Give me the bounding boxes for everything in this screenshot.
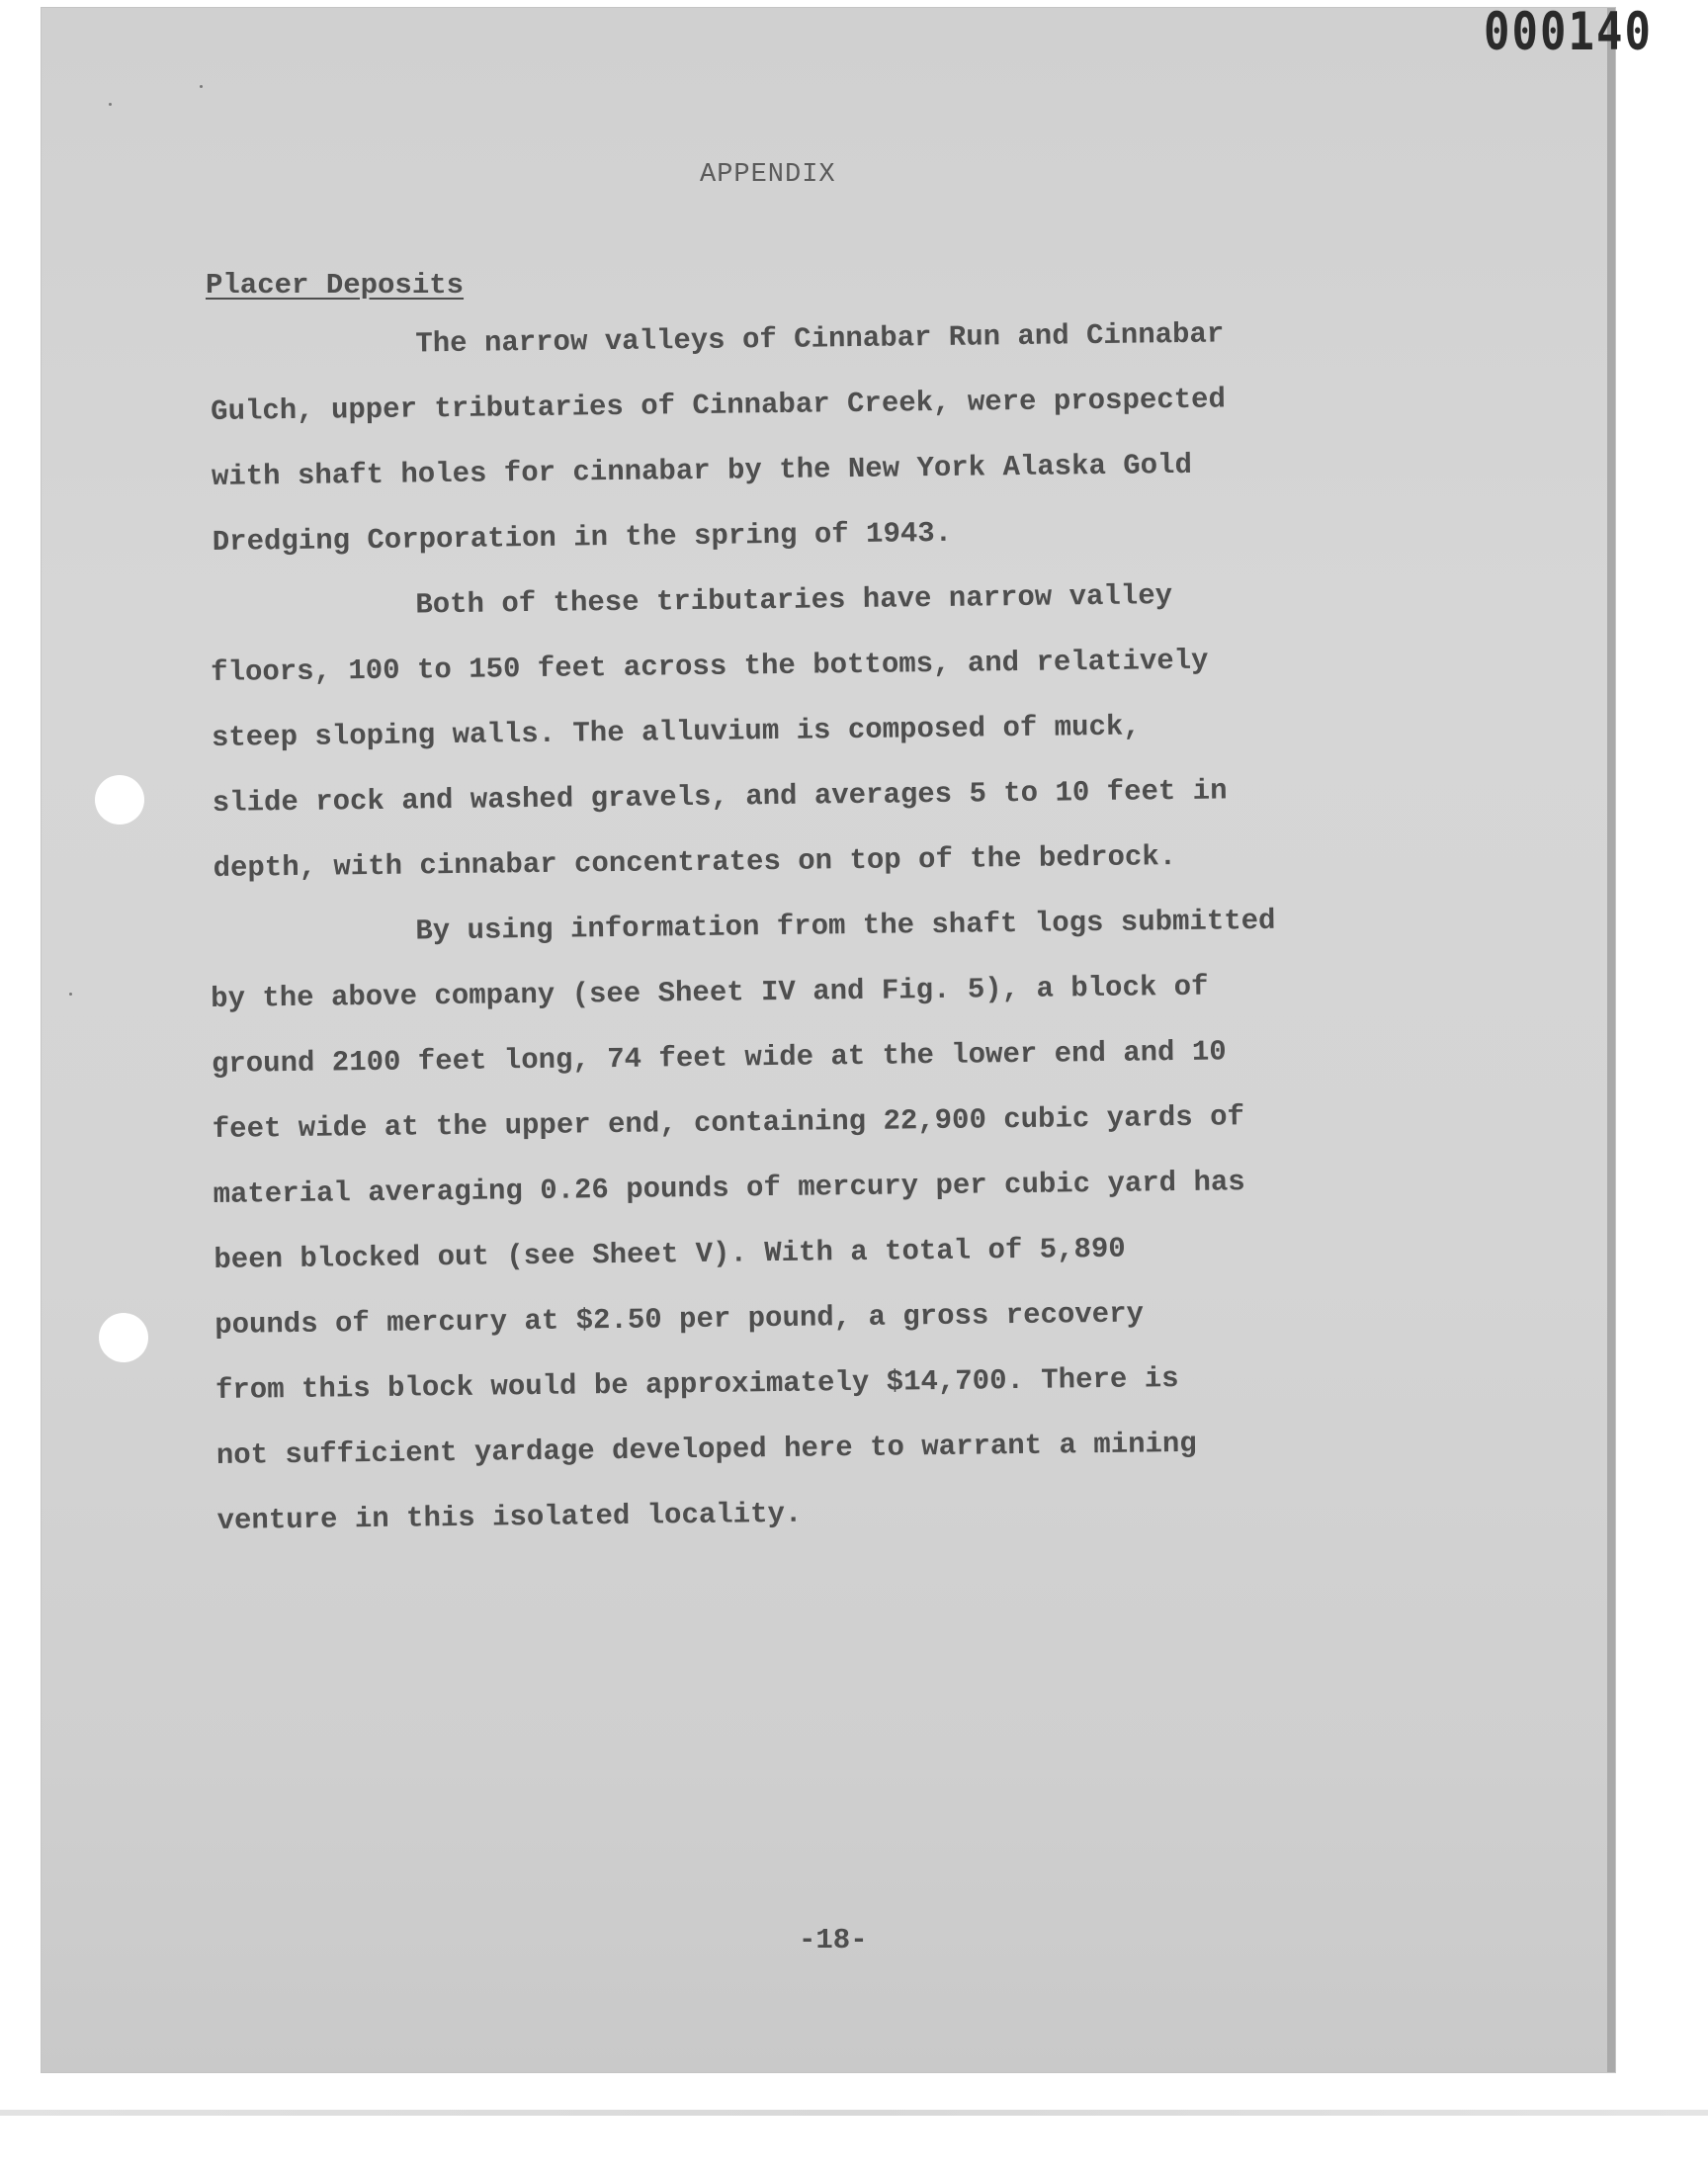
text-line: The narrow valleys of Cinnabar Run and Cinnabar <box>415 317 1225 361</box>
body-text <box>210 314 1494 1554</box>
text-line: with shaft holes for cinnabar by the New York Alaska Gold <box>211 448 1193 493</box>
section-heading: Placer Deposits <box>206 269 465 302</box>
document-stamp-number: 000140 <box>1484 2 1653 63</box>
text-line: from this block would be approximately $14,700. There is <box>214 1362 1179 1407</box>
paragraph <box>210 560 1498 902</box>
text-line: been blocked out (see Sheet V). With a total of 5,890 <box>214 1232 1126 1276</box>
text-line: Gulch, upper tributaries of Cinnabar Creek, were prospected <box>211 383 1227 428</box>
text-line: material averaging 0.26 pounds of mercury per cubic yard has <box>213 1166 1245 1211</box>
text-line: Dredging Corporation in the spring of 1943. <box>212 516 953 559</box>
appendix-title: APPENDIX <box>700 160 836 190</box>
sheet-edge-shadow <box>1607 8 1615 2072</box>
text-line: steep sloping walls. The alluvium is composed of muck, <box>211 710 1141 754</box>
paragraph <box>210 886 1502 1554</box>
text-line: ground 2100 feet long, 74 feet wide at the lower end and 10 <box>211 1035 1227 1081</box>
text-line: by the above company (see Sheet IV and Fig. 5), a block of <box>211 970 1209 1015</box>
text-line: By using information from the shaft logs submitted <box>415 904 1276 948</box>
page-number: -18- <box>799 1924 868 1957</box>
dust-speck <box>109 103 112 106</box>
text-line: pounds of mercury at $2.50 per pound, a gross recovery <box>214 1297 1145 1342</box>
text-line: depth, with cinnabar concentrates on top of the bedrock. <box>213 840 1177 885</box>
text-line: not sufficient yardage developed here to warrant a mining <box>215 1427 1197 1472</box>
dust-speck <box>200 85 203 88</box>
text-line: slide rock and washed gravels, and averages 5 to 10 feet in <box>212 774 1228 820</box>
text-line: feet wide at the upper end, containing 22,900 cubic yards of <box>212 1100 1245 1146</box>
text-line: Both of these tributaries have narrow valley <box>415 579 1173 622</box>
text-line: floors, 100 to 150 feet across the bottoms, and relatively <box>211 644 1209 689</box>
text-line: venture in this isolated locality. <box>216 1497 803 1537</box>
scan-bottom-strip <box>0 2110 1708 2116</box>
paragraph <box>210 299 1497 575</box>
